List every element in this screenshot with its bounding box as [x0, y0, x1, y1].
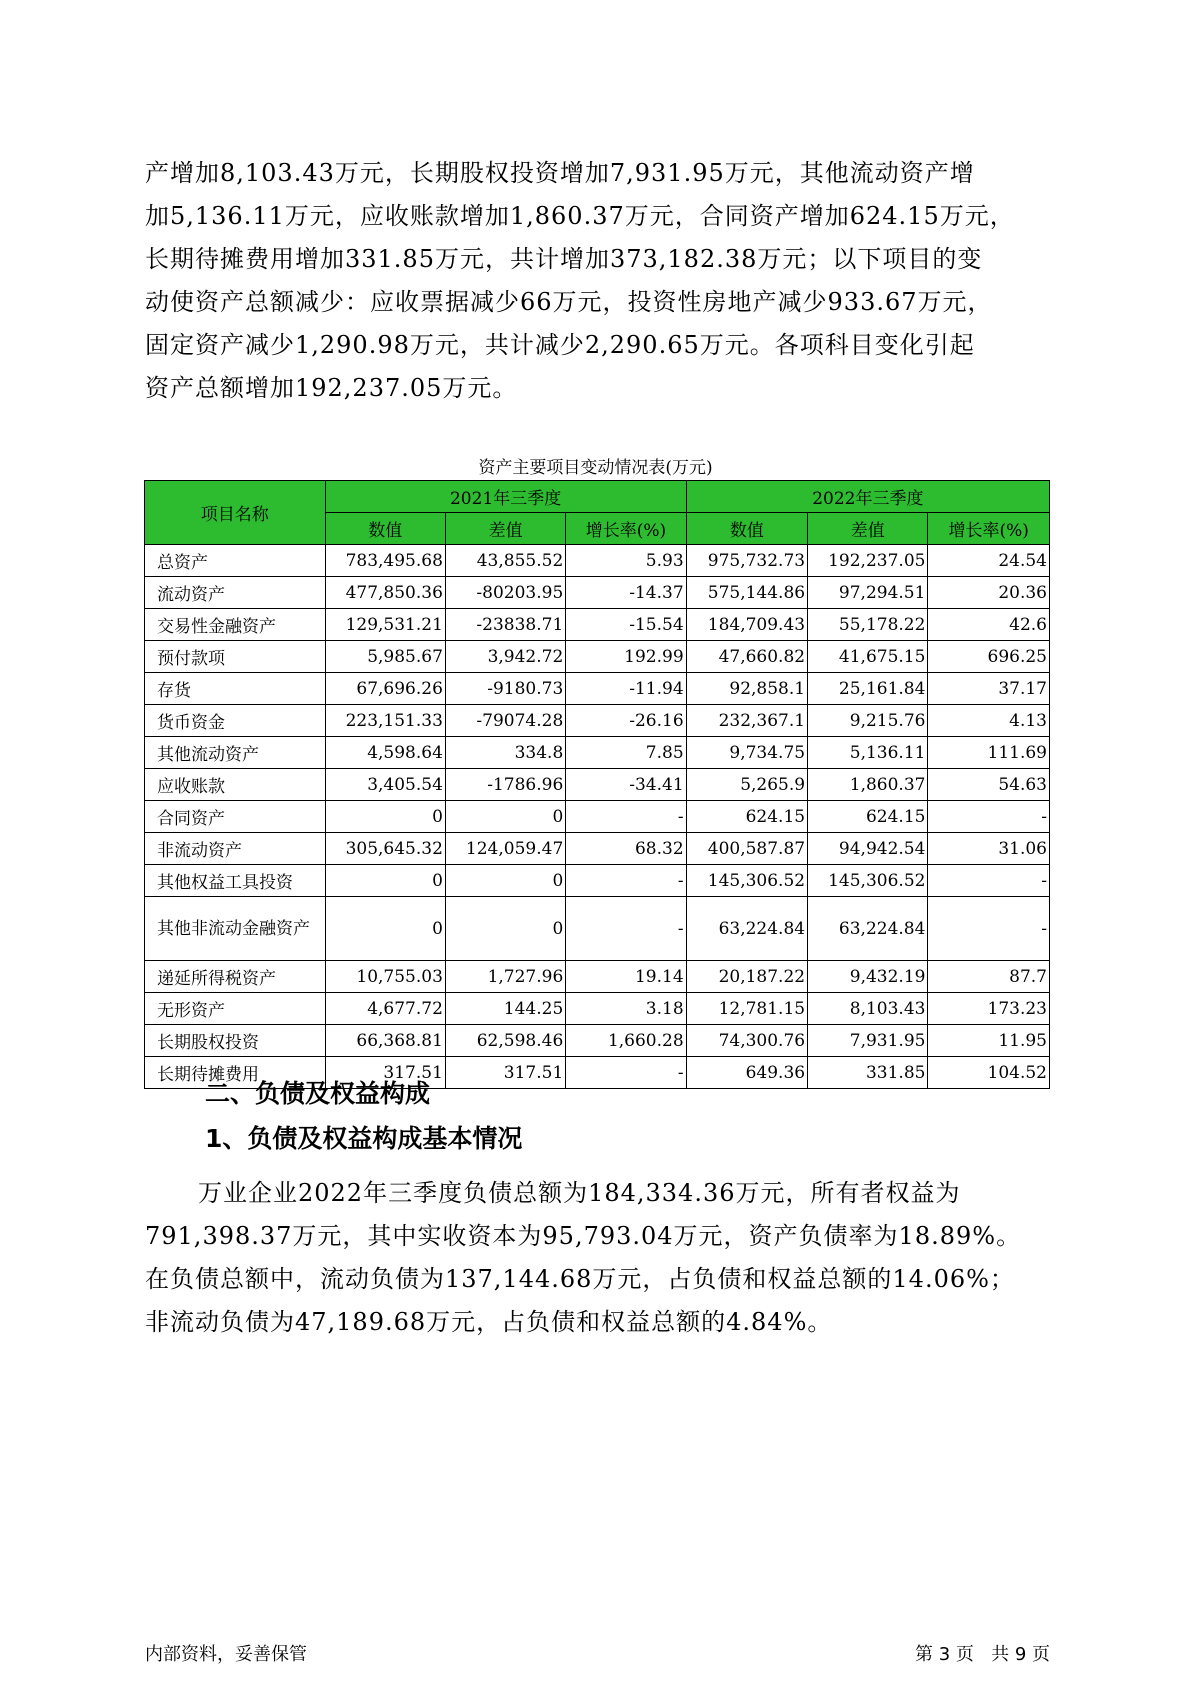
table-row: [145, 577, 1050, 609]
table-row: [145, 1025, 1050, 1057]
header-diff: 差值: [445, 513, 565, 545]
paragraph-line: 长期待摊费用增加331.85万元，共计增加373,182.38万元；以下项目的变: [145, 245, 983, 273]
row-item-name: 递延所得税资产: [145, 961, 326, 993]
row-item-name: 交易性金融资产: [145, 609, 326, 641]
row-cell: 145,306.52: [808, 865, 928, 897]
row-item-name: 应收账款: [145, 769, 326, 801]
row-cell: -9180.73: [445, 673, 565, 705]
table-row: [145, 993, 1050, 1025]
row-item-name: 总资产: [145, 545, 326, 577]
row-cell: 74,300.76: [686, 1025, 807, 1057]
header-growth: 增长率(%): [566, 513, 686, 545]
row-cell: 97,294.51: [808, 577, 928, 609]
row-cell: 7.85: [566, 737, 686, 769]
row-cell: 331.85: [808, 1057, 928, 1089]
row-item-name: 其他权益工具投资: [145, 865, 326, 897]
row-cell: 9,432.19: [808, 961, 928, 993]
row-item-name: 长期待摊费用: [145, 1057, 326, 1089]
row-cell: 575,144.86: [686, 577, 807, 609]
row-cell: 317.51: [325, 1057, 445, 1089]
row-cell: 192,237.05: [808, 545, 928, 577]
row-cell: 24.54: [928, 545, 1050, 577]
row-cell: 10,755.03: [325, 961, 445, 993]
row-item-name: 长期股权投资: [145, 1025, 326, 1057]
row-cell: -: [928, 801, 1050, 833]
paragraph-line: 固定资产减少1,290.98万元，共计减少2,290.65万元。各项科目变化引起: [145, 331, 975, 359]
row-cell: 173.23: [928, 993, 1050, 1025]
row-cell: 0: [325, 897, 445, 961]
row-cell: 129,531.21: [325, 609, 445, 641]
row-cell: 87.7: [928, 961, 1050, 993]
row-cell: 68.32: [566, 833, 686, 865]
row-cell: 5.93: [566, 545, 686, 577]
row-item-name: 其他非流动金融资产: [145, 897, 326, 961]
footer-confidential-note: 内部资料，妥善保管: [145, 1644, 307, 1665]
row-cell: 124,059.47: [445, 833, 565, 865]
row-item-name: 非流动资产: [145, 833, 326, 865]
row-cell: 94,942.54: [808, 833, 928, 865]
row-cell: 3,405.54: [325, 769, 445, 801]
row-cell: -79074.28: [445, 705, 565, 737]
row-cell: 25,161.84: [808, 673, 928, 705]
paragraph-line: 加5,136.11万元，应收账款增加1,860.37万元，合同资产增加624.15万元，: [145, 202, 1015, 230]
row-cell: -80203.95: [445, 577, 565, 609]
row-cell: 1,727.96: [445, 961, 565, 993]
row-cell: -: [928, 897, 1050, 961]
row-item-name: 货币资金: [145, 705, 326, 737]
row-cell: 8,103.43: [808, 993, 928, 1025]
footer-page-number: 第 3 页 共 9 页: [915, 1644, 1050, 1665]
row-cell: 31.06: [928, 833, 1050, 865]
row-cell: 477,850.36: [325, 577, 445, 609]
row-cell: 3,942.72: [445, 641, 565, 673]
row-cell: 0: [445, 865, 565, 897]
header-value: 数值: [686, 513, 807, 545]
row-cell: 55,178.22: [808, 609, 928, 641]
paragraph-line: 非流动负债为47,189.68万元，占负债和权益总额的4.84%。: [145, 1308, 833, 1336]
table-row: [145, 609, 1050, 641]
row-cell: -: [566, 1057, 686, 1089]
table-row: [145, 641, 1050, 673]
row-cell: 0: [445, 897, 565, 961]
header-value: 数值: [325, 513, 445, 545]
row-cell: 0: [445, 801, 565, 833]
row-cell: 334.8: [445, 737, 565, 769]
table-row: [145, 705, 1050, 737]
row-cell: 192.99: [566, 641, 686, 673]
row-cell: 624.15: [686, 801, 807, 833]
row-cell: 37.17: [928, 673, 1050, 705]
paragraph-line: 万业企业2022年三季度负债总额为184,334.36万元，所有者权益为: [198, 1179, 961, 1207]
paragraph-line: 资产总额增加192,237.05万元。: [145, 374, 518, 402]
paragraph-line: 动使资产总额减少：应收票据减少66万元，投资性房地产减少933.67万元，: [145, 288, 993, 316]
row-cell: 223,151.33: [325, 705, 445, 737]
row-cell: 4.13: [928, 705, 1050, 737]
intro-paragraph: [145, 152, 1051, 410]
section-heading: 二、负债及权益构成: [205, 1079, 431, 1108]
row-cell: 104.52: [928, 1057, 1050, 1089]
row-cell: 145,306.52: [686, 865, 807, 897]
row-cell: 144.25: [445, 993, 565, 1025]
row-cell: 1,660.28: [566, 1025, 686, 1057]
row-cell: 4,677.72: [325, 993, 445, 1025]
row-cell: 0: [325, 801, 445, 833]
row-cell: 975,732.73: [686, 545, 807, 577]
row-cell: 63,224.84: [686, 897, 807, 961]
row-cell: 19.14: [566, 961, 686, 993]
row-cell: 62,598.46: [445, 1025, 565, 1057]
row-cell: 111.69: [928, 737, 1050, 769]
row-cell: -: [928, 865, 1050, 897]
row-cell: -: [566, 865, 686, 897]
row-cell: 4,598.64: [325, 737, 445, 769]
table-row: [145, 769, 1050, 801]
header-item-name: 项目名称: [145, 481, 326, 545]
row-cell: -11.94: [566, 673, 686, 705]
row-cell: -: [566, 897, 686, 961]
asset-changes-table: [144, 480, 1050, 1089]
row-cell: 232,367.1: [686, 705, 807, 737]
row-cell: 92,858.1: [686, 673, 807, 705]
paragraph-line: 产增加8,103.43万元，长期股权投资增加7,931.95万元，其他流动资产增: [145, 159, 975, 187]
paragraph-line: 791,398.37万元，其中实收资本为95,793.04万元，资产负债率为18.89%。: [145, 1222, 1022, 1250]
row-item-name: 流动资产: [145, 577, 326, 609]
row-cell: -: [566, 801, 686, 833]
table-row: [145, 865, 1050, 897]
row-cell: 42.6: [928, 609, 1050, 641]
row-item-name: 预付款项: [145, 641, 326, 673]
row-cell: 9,215.76: [808, 705, 928, 737]
row-cell: 400,587.87: [686, 833, 807, 865]
row-cell: 54.63: [928, 769, 1050, 801]
row-cell: 5,985.67: [325, 641, 445, 673]
row-cell: 20.36: [928, 577, 1050, 609]
row-cell: 3.18: [566, 993, 686, 1025]
row-cell: 66,368.81: [325, 1025, 445, 1057]
table-body: [145, 545, 1050, 1089]
header-group-2021: 2021年三季度: [325, 481, 686, 513]
row-cell: 41,675.15: [808, 641, 928, 673]
row-cell: 317.51: [445, 1057, 565, 1089]
table-row: [145, 801, 1050, 833]
row-cell: 1,860.37: [808, 769, 928, 801]
subsection-heading: 1、负债及权益构成基本情况: [205, 1124, 523, 1153]
row-cell: 649.36: [686, 1057, 807, 1089]
row-cell: -23838.71: [445, 609, 565, 641]
row-cell: -14.37: [566, 577, 686, 609]
row-cell: 5,136.11: [808, 737, 928, 769]
row-cell: 0: [325, 865, 445, 897]
row-cell: -26.16: [566, 705, 686, 737]
table-row: [145, 833, 1050, 865]
paragraph-line: 在负债总额中，流动负债为137,144.68万元，占负债和权益总额的14.06%；: [145, 1265, 1015, 1293]
row-cell: 67,696.26: [325, 673, 445, 705]
row-cell: 11.95: [928, 1025, 1050, 1057]
row-cell: 696.25: [928, 641, 1050, 673]
liability-paragraph: [145, 1172, 1051, 1344]
row-cell: -34.41: [566, 769, 686, 801]
table-row: [145, 673, 1050, 705]
row-cell: -15.54: [566, 609, 686, 641]
row-cell: -1786.96: [445, 769, 565, 801]
row-item-name: 其他流动资产: [145, 737, 326, 769]
row-item-name: 合同资产: [145, 801, 326, 833]
row-cell: 783,495.68: [325, 545, 445, 577]
table-caption: 资产主要项目变动情况表(万元): [478, 458, 713, 478]
table-row: [145, 897, 1050, 961]
row-cell: 184,709.43: [686, 609, 807, 641]
row-cell: 624.15: [808, 801, 928, 833]
row-cell: 305,645.32: [325, 833, 445, 865]
row-cell: 7,931.95: [808, 1025, 928, 1057]
row-cell: 20,187.22: [686, 961, 807, 993]
row-item-name: 无形资产: [145, 993, 326, 1025]
row-cell: 43,855.52: [445, 545, 565, 577]
row-cell: 9,734.75: [686, 737, 807, 769]
table-row: [145, 961, 1050, 993]
header-diff: 差值: [808, 513, 928, 545]
table-row: [145, 545, 1050, 577]
row-cell: 47,660.82: [686, 641, 807, 673]
row-item-name: 存货: [145, 673, 326, 705]
header-group-2022: 2022年三季度: [686, 481, 1049, 513]
table-row: [145, 737, 1050, 769]
row-cell: 12,781.15: [686, 993, 807, 1025]
row-cell: 5,265.9: [686, 769, 807, 801]
header-growth: 增长率(%): [928, 513, 1050, 545]
row-cell: 63,224.84: [808, 897, 928, 961]
